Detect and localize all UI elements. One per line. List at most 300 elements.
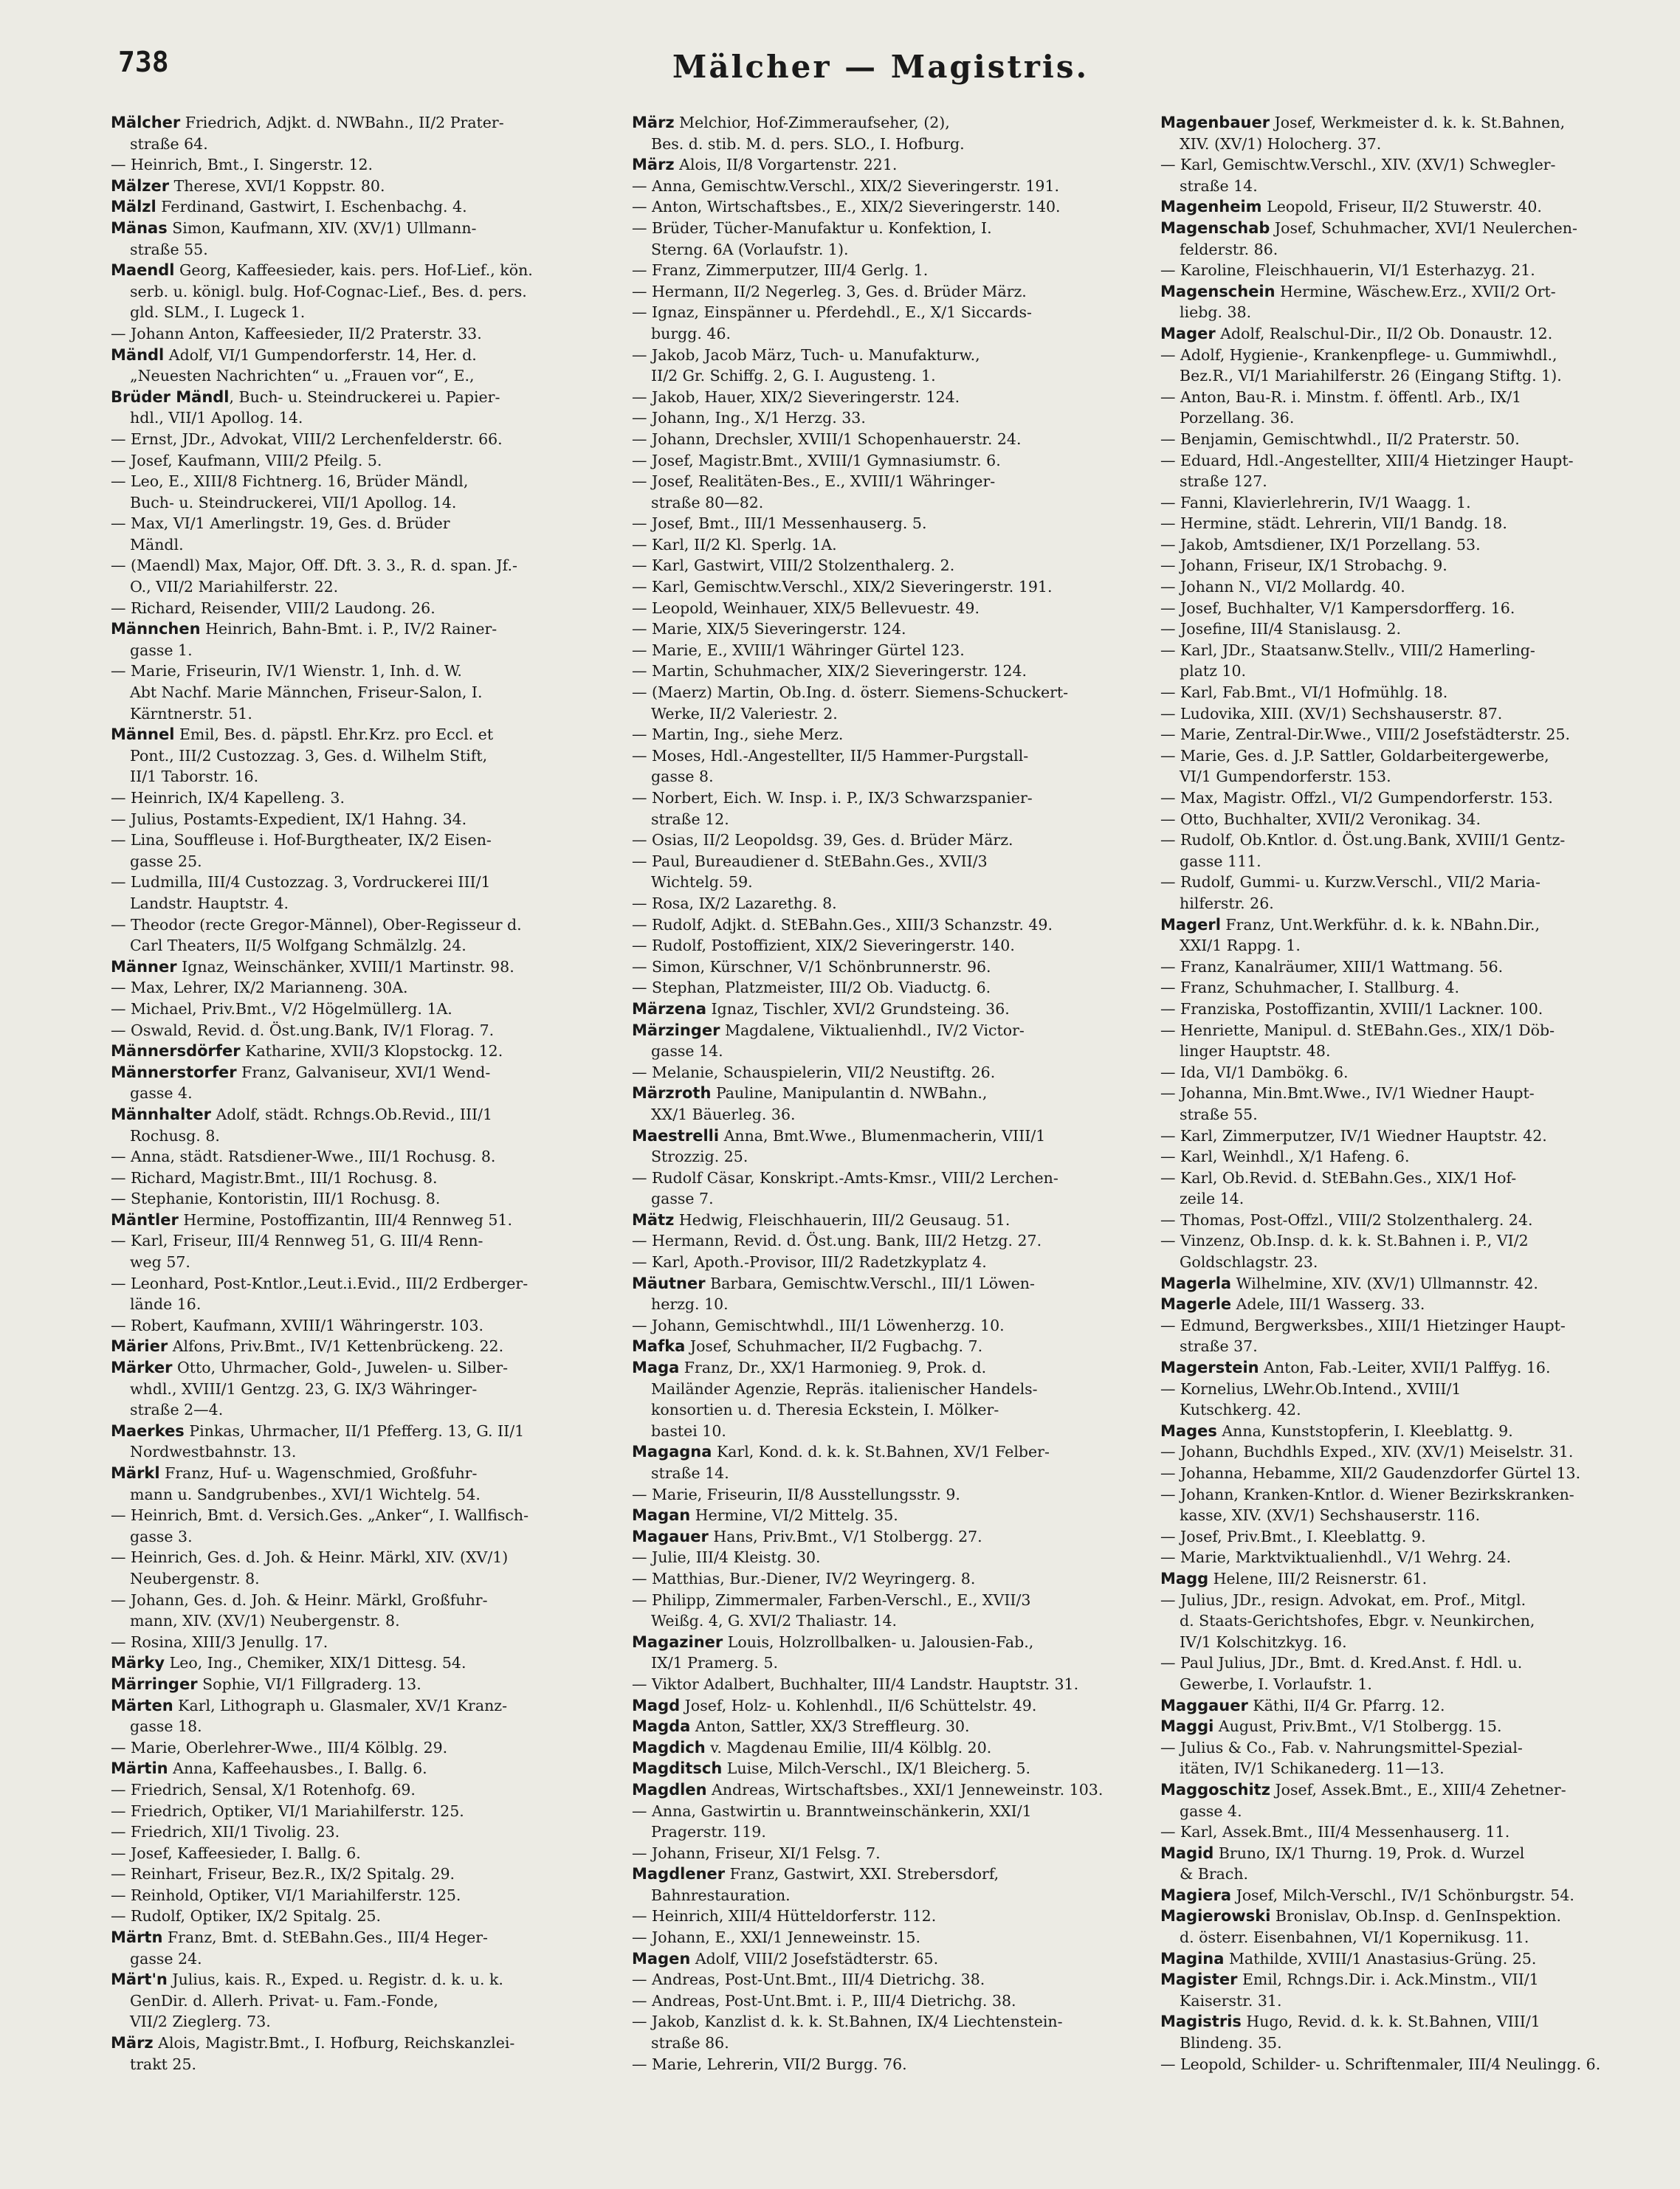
entry-surname: Magerla: [1160, 1274, 1232, 1292]
directory-entry: [111, 1695, 613, 1717]
entry-text: Josef, Werkmeister d. k. k. St.Bahnen,: [1270, 114, 1566, 131]
entry-text: burgg. 46.: [651, 324, 731, 342]
entry-text: Bez.R., VI/1 Mariahilferstr. 26 (Eingang Stiftg. 1).: [1180, 367, 1562, 385]
directory-entry: [632, 513, 1141, 534]
entry-text: whdl., XVIII/1 Gentzg. 23, G. IX/3 Währinger-: [130, 1379, 478, 1398]
entry-text: straße 12.: [651, 810, 729, 828]
directory-entry: [1160, 1758, 1650, 1779]
directory-entry: [632, 618, 1141, 640]
entry-text: Josef, Milch-Verschl., IV/1 Schönburgstr. 54.: [1231, 1886, 1574, 1904]
entry-text: hdl., VII/1 Apollog. 14.: [130, 409, 303, 427]
entry-text: , Buch- u. Steindruckerei u. Papier-: [229, 387, 500, 406]
directory-entry: [632, 935, 1141, 956]
entry-text: — Josef, Buchhalter, V/1 Kampersdorfferg. 16.: [1160, 599, 1515, 617]
entry-text: — Leonhard, Post-Kntlor.,Leut.i.Evid., III/2 Erdberger-: [111, 1274, 529, 1292]
entry-text: v. Magdenau Emilie, III/4 Kölblg. 20.: [705, 1738, 992, 1757]
entry-text: — Rudolf, Gummi- u. Kurzw.Verschl., VII/2 Maria-: [1160, 873, 1540, 892]
directory-entry: [632, 640, 1141, 661]
directory-entry: [632, 1125, 1141, 1147]
entry-text: — Rosina, XIII/3 Jenullg. 17.: [111, 1633, 328, 1651]
entry-text: Adolf, städt. Rchngs.Ob.Revid., III/1: [210, 1105, 493, 1123]
directory-entry: [632, 1885, 1141, 1906]
entry-text: Georg, Kaffeesieder, kais. pers. Hof-Lief., kön.: [174, 261, 533, 280]
entry-text: — Rudolf Cäsar, Konskript.-Amts-Kmsr., VIII/2 Lerchen-: [632, 1168, 1058, 1187]
directory-entry: [1160, 1526, 1650, 1548]
entry-text: XXI/1 Rappg. 1.: [1180, 937, 1301, 955]
entry-text: straße 37.: [1180, 1337, 1258, 1356]
directory-entry: [111, 450, 613, 472]
entry-text: August, Priv.Bmt., V/1 Stolbergg. 15.: [1213, 1717, 1502, 1736]
directory-entry: [1160, 1357, 1650, 1379]
directory-entry: [632, 598, 1141, 619]
directory-entry: [632, 302, 1141, 323]
entry-text: Strozzig. 25.: [651, 1148, 748, 1166]
entry-text: Bronislav, Ob.Insp. d. GenInspektion.: [1270, 1907, 1561, 1926]
directory-entry: [1160, 323, 1650, 345]
entry-text: GenDir. d. Allerh. Privat- u. Fam.-Fonde,: [130, 1991, 438, 2010]
directory-entry: [1160, 872, 1650, 893]
entry-text: Adolf, VIII/2 Josefstädterstr. 65.: [690, 1949, 939, 1968]
entry-text: — Karl, Zimmerputzer, IV/1 Wiedner Hauptstr. 42.: [1160, 1126, 1547, 1145]
directory-entry: [632, 1336, 1141, 1357]
directory-entry: [1160, 1020, 1650, 1041]
entry-text: Anna, Bmt.Wwe., Blumenmacherin, VIII/1: [719, 1126, 1046, 1145]
directory-entry: [111, 956, 613, 978]
entry-text: — Melanie, Schauspielerin, VII/2 Neustiftg. 26.: [632, 1063, 996, 1081]
directory-entry: [632, 176, 1141, 197]
entry-surname: Maestrelli: [632, 1126, 720, 1145]
entry-surname: Mafka: [632, 1337, 686, 1356]
directory-entry: [111, 302, 613, 323]
entry-text: — Hermine, städt. Lehrerin, VII/1 Bandg. 18.: [1160, 514, 1507, 533]
entry-text: — Vinzenz, Ob.Insp. d. k. k. St.Bahnen i. P., VI/2: [1160, 1232, 1529, 1250]
entry-text: — Stephan, Platzmeister, III/2 Ob. Viaductg. 6.: [632, 979, 991, 997]
directory-entry: [1160, 1379, 1650, 1400]
entry-text: — Karl, Fab.Bmt., VI/1 Hofmühlg. 18.: [1160, 683, 1448, 702]
directory-entry: [1160, 1399, 1650, 1421]
directory-entry: [111, 1737, 613, 1759]
entry-text: Josef, Schuhmacher, XVI/1 Neulerchen-: [1270, 218, 1577, 237]
entry-text: — Robert, Kaufmann, XVIII/1 Währingerstr. 103.: [111, 1316, 484, 1334]
directory-entry: [1160, 302, 1650, 323]
directory-entry: [111, 914, 613, 936]
entry-text: — Simon, Kürschner, V/1 Schönbrunnerstr. 96.: [632, 957, 991, 976]
entry-surname: Märker: [111, 1359, 173, 1377]
entry-text: gasse 4.: [1180, 1802, 1242, 1820]
directory-entry: [111, 1843, 613, 1864]
directory-entry: [111, 407, 613, 429]
directory-entry: [632, 1399, 1141, 1421]
directory-entry: [1160, 914, 1650, 936]
entry-text: mann, XIV. (XV/1) Neubergenstr. 8.: [130, 1612, 400, 1630]
directory-entry: [1160, 1252, 1650, 1273]
entry-text: Rochusg. 8.: [130, 1126, 220, 1145]
entry-text: — Anton, Bau-R. i. Minstm. f. öffentl. Arb., IX/1: [1160, 387, 1522, 406]
entry-text: straße 86.: [651, 2034, 729, 2052]
entry-text: Pinkas, Uhrmacher, II/1 Pfefferg. 13, G. II/1: [184, 1421, 525, 1440]
directory-entry: [111, 323, 613, 345]
directory-entry: [632, 492, 1141, 514]
entry-text: lände 16.: [130, 1295, 202, 1314]
entry-text: trakt 25.: [130, 2055, 197, 2073]
directory-entry: [1160, 661, 1650, 682]
directory-entry: [111, 387, 613, 408]
entry-text: — Matthias, Bur.-Diener, IV/2 Weyringerg. 8.: [632, 1569, 976, 1588]
entry-text: — Eduard, Hdl.-Angestellter, XIII/4 Hietzinger Haupt-: [1160, 451, 1574, 469]
directory-entry: [1160, 2054, 1650, 2075]
directory-entry: [111, 1357, 613, 1379]
entry-text: Anna, Kunststopferin, I. Kleeblattg. 9.: [1216, 1421, 1513, 1440]
entry-surname: Mätz: [632, 1210, 675, 1229]
entry-text: Julius, kais. R., Exped. u. Registr. d. k. u. k.: [167, 1971, 503, 1989]
entry-surname: Mälzer: [111, 176, 170, 195]
directory-entry: [111, 1020, 613, 1041]
entry-surname: Märzinger: [632, 1021, 720, 1039]
directory-entry: [1160, 1674, 1650, 1695]
entry-text: — Julius, JDr., resign. Advokat, em. Prof., Mitgl.: [1160, 1590, 1526, 1609]
entry-surname: Magenheim: [1160, 198, 1262, 216]
directory-entry: [1160, 1041, 1650, 1062]
entry-text: Porzellang. 36.: [1180, 409, 1295, 427]
entry-surname: Magister: [1160, 1971, 1238, 1989]
directory-entry: [632, 2033, 1141, 2054]
entry-text: VII/2 Zieglerg. 73.: [130, 2013, 271, 2031]
entry-surname: Märten: [111, 1696, 173, 1714]
directory-entry: [632, 1484, 1141, 1506]
directory-entry: [1160, 1969, 1650, 1990]
entry-text: Abt Nachf. Marie Männchen, Friseur-Salon, I.: [130, 683, 483, 702]
entry-text: Bahnrestauration.: [651, 1886, 791, 1904]
directory-entry: [632, 450, 1141, 472]
directory-entry: [632, 1547, 1141, 1568]
entry-text: Sophie, VI/1 Fillgraderg. 13.: [197, 1675, 421, 1693]
directory-entry: [632, 2011, 1141, 2033]
directory-entry: [1160, 1336, 1650, 1357]
directory-entry: [1160, 745, 1650, 767]
entry-text: Pragerstr. 119.: [651, 1823, 766, 1841]
entry-text: Ferdinand, Gastwirt, I. Eschenbachg. 4.: [156, 198, 467, 216]
directory-entry: [1160, 154, 1650, 176]
directory-entry: [1160, 1547, 1650, 1568]
entry-text: — Heinrich, Ges. d. Joh. & Heinr. Märkl, XIV. (XV/1): [111, 1548, 509, 1567]
entry-text: — Anna, städt. Ratsdiener-Wwe., III/1 Rochusg. 8.: [111, 1148, 496, 1166]
entry-surname: Magenbauer: [1160, 114, 1270, 131]
entry-surname: Maggi: [1160, 1717, 1214, 1736]
directory-entry: [1160, 134, 1650, 155]
directory-entry: [111, 999, 613, 1020]
directory-entry: [1160, 1315, 1650, 1337]
entry-surname: Magistris: [1160, 2013, 1242, 2031]
entry-text: — Hermann, II/2 Negerleg. 3, Ges. d. Brüder März.: [632, 282, 1027, 300]
entry-text: — Karl, Ob.Revid. d. StEBahn.Ges., XIX/1 Hof-: [1160, 1168, 1517, 1187]
directory-entry: [632, 1379, 1141, 1400]
entry-text: — Johann, Ing., X/1 Herzg. 33.: [632, 409, 866, 427]
entry-surname: Mager: [1160, 324, 1216, 342]
directory-entry: [1160, 1843, 1650, 1864]
entry-text: — Marie, Friseurin, II/8 Ausstellungsstr. 9.: [632, 1485, 960, 1503]
entry-surname: Männel: [111, 725, 175, 744]
entry-text: Louis, Holzrollbalken- u. Jalousien-Fab.,: [723, 1633, 1034, 1651]
directory-entry: [632, 1188, 1141, 1210]
directory-entry: [111, 154, 613, 176]
directory-entry: [632, 323, 1141, 345]
directory-entry: [632, 766, 1141, 787]
directory-entry: [632, 1041, 1141, 1062]
directory-entry: [1160, 2033, 1650, 2054]
entry-text: — Josef, Priv.Bmt., I. Kleeblattg. 9.: [1160, 1527, 1426, 1545]
entry-text: gasse 3.: [130, 1527, 193, 1545]
directory-entry: [1160, 576, 1650, 598]
entry-surname: Magdlen: [632, 1780, 707, 1799]
entry-surname: Märtin: [111, 1759, 168, 1778]
directory-entry: [1160, 1294, 1650, 1315]
entry-text: Simon, Kaufmann, XIV. (XV/1) Ullmann-: [167, 218, 477, 237]
entry-text: Neubergenstr. 8.: [130, 1569, 260, 1588]
directory-entry: [111, 809, 613, 830]
directory-entry: [1160, 2011, 1650, 2033]
directory-entry: [1160, 1062, 1650, 1083]
entry-text: Adele, III/1 Wasserg. 33.: [1231, 1295, 1425, 1314]
directory-entry: [632, 1568, 1141, 1590]
directory-entry: [111, 1990, 613, 2012]
directory-entry: [632, 1252, 1141, 1273]
column-3: [1160, 112, 1650, 2164]
entry-text: Bruno, IX/1 Thurng. 19, Prok. d. Wurzel: [1213, 1844, 1525, 1862]
directory-entry: [111, 830, 613, 851]
entry-surname: Magagna: [632, 1443, 712, 1461]
entry-text: Franz, Gastwirt, XXI. Strebersdorf,: [725, 1865, 999, 1883]
entry-text: — Julius & Co., Fab. v. Nahrungsmittel-Spezial-: [1160, 1738, 1523, 1757]
entry-surname: Maggauer: [1160, 1696, 1248, 1714]
entry-text: — Johann, Friseur, XI/1 Felsg. 7.: [632, 1844, 881, 1862]
directory-entry: [1160, 766, 1650, 787]
directory-entry: [632, 1146, 1141, 1168]
directory-entry: [632, 387, 1141, 408]
entry-text: — Thomas, Post-Offzl., VIII/2 Stolzenthalerg. 24.: [1160, 1210, 1533, 1229]
entry-text: — Heinrich, XIII/4 Hütteldorferstr. 112.: [632, 1907, 937, 1926]
directory-entry: [632, 787, 1141, 809]
entry-text: II/1 Taborstr. 16.: [130, 768, 259, 786]
entry-text: — Lina, Souffleuse i. Hof-Burgtheater, IX/2 Eisen-: [111, 831, 492, 849]
entry-text: felderstr. 86.: [1180, 240, 1278, 258]
entry-text: — Norbert, Eich. W. Insp. i. P., IX/3 Schwarzspanier-: [632, 789, 1033, 807]
running-title: Mälcher — Magistris.: [672, 49, 1089, 85]
entry-text: — Marie, Friseurin, IV/1 Wienstr. 1, Inh. d. W.: [111, 662, 462, 680]
entry-text: — Marie, Zentral-Dir.Wwe., VIII/2 Josefstädterstr. 25.: [1160, 725, 1571, 744]
directory-entry: [632, 977, 1141, 999]
entry-text: hilferstr. 26.: [1180, 894, 1274, 912]
entry-text: — Rosa, IX/2 Lazarethg. 8.: [632, 894, 837, 912]
entry-text: Friedrich, Adjkt. d. NWBahn., II/2 Prater-: [180, 114, 504, 131]
directory-entry: [632, 1821, 1141, 1843]
directory-entry: [111, 1948, 613, 1970]
entry-surname: Märky: [111, 1654, 165, 1672]
directory-entry: [1160, 1273, 1650, 1295]
directory-entry: [1160, 1990, 1650, 2012]
directory-entry: [111, 1969, 613, 1990]
directory-entry: [632, 1632, 1141, 1653]
entry-text: Nordwestbahnstr. 13.: [130, 1443, 297, 1461]
entry-text: — Karl, Friseur, III/4 Rennweg 51, G. III/4 Renn-: [111, 1232, 483, 1250]
entry-text: Heinrich, Bahn-Bmt. i. P., IV/2 Rainer-: [200, 620, 498, 638]
entry-text: Adolf, VI/1 Gumpendorferstr. 14, Her. d.: [164, 345, 477, 364]
directory-entry: [632, 809, 1141, 830]
entry-text: bastei 10.: [651, 1421, 726, 1440]
entry-text: Adolf, Realschul-Dir., II/2 Ob. Donaustr. 12.: [1215, 324, 1553, 342]
entry-text: — Leopold, Schilder- u. Schriftenmaler, III/4 Neulingg. 6.: [1160, 2055, 1601, 2073]
entry-text: weg 57.: [130, 1253, 190, 1272]
entry-surname: Märtn: [111, 1928, 163, 1947]
directory-entry: [632, 1801, 1141, 1822]
directory-entry: [111, 724, 613, 745]
entry-text: — Anna, Gastwirtin u. Branntweinschänkerin, XXI/1: [632, 1802, 1032, 1820]
entry-surname: Magenschein: [1160, 282, 1276, 300]
entry-text: Mathilde, XVIII/1 Anastasius-Grüng. 25.: [1224, 1949, 1537, 1968]
entry-text: — Henriette, Manipul. d. StEBahn.Ges., XIX/1 Döb-: [1160, 1021, 1555, 1039]
directory-entry: [111, 1315, 613, 1337]
directory-entry: [111, 1125, 613, 1147]
directory-entry: [1160, 1906, 1650, 1927]
entry-surname: Magauer: [632, 1527, 709, 1545]
directory-entry: [1160, 1083, 1650, 1104]
columns: [111, 112, 1650, 2164]
directory-entry: [632, 1758, 1141, 1779]
directory-entry: [1160, 999, 1650, 1020]
entry-text: — Stephanie, Kontoristin, III/1 Rochusg. 8.: [111, 1190, 441, 1208]
directory-entry: [632, 703, 1141, 725]
entry-text: Barbara, Gemischtw.Verschl., III/1 Löwen-: [705, 1274, 1035, 1292]
directory-entry: [1160, 1652, 1650, 1674]
entry-text: — Johann, E., XXI/1 Jenneweinstr. 15.: [632, 1928, 920, 1947]
entry-text: — Kornelius, LWehr.Ob.Intend., XVIII/1: [1160, 1379, 1462, 1398]
directory-entry: [1160, 1801, 1650, 1822]
entry-surname: Mändl: [111, 345, 165, 364]
entry-text: gasse 111.: [1180, 852, 1261, 870]
directory-entry: [111, 1399, 613, 1421]
entry-surname: Magda: [632, 1717, 691, 1736]
entry-text: IX/1 Pramerg. 5.: [651, 1654, 779, 1672]
directory-entry: [632, 2054, 1141, 2075]
entry-surname: März: [632, 114, 675, 131]
directory-entry: [111, 787, 613, 809]
entry-text: gasse 25.: [130, 852, 202, 870]
entry-text: — Fanni, Klavierlehrerin, IV/1 Waagg. 1.: [1160, 493, 1471, 511]
directory-entry: [632, 1716, 1141, 1737]
directory-entry: [632, 999, 1141, 1020]
entry-text: Goldschlagstr. 23.: [1180, 1253, 1318, 1272]
directory-entry: [632, 682, 1141, 703]
directory-entry: [111, 1779, 613, 1801]
entry-text: Andreas, Wirtschaftsbes., XXI/1 Jenneweinstr. 103.: [706, 1780, 1104, 1799]
directory-entry: [1160, 724, 1650, 745]
entry-text: — Friedrich, Optiker, VI/1 Mariahilferstr. 125.: [111, 1802, 464, 1820]
entry-surname: Maggoschitz: [1160, 1780, 1270, 1799]
entry-text: — Johann, Gemischtwhdl., III/1 Löwenherzg. 10.: [632, 1316, 1005, 1334]
entry-text: II/2 Gr. Schiffg. 2, G. I. Augusteng. 1.: [651, 367, 936, 385]
directory-entry: [111, 1294, 613, 1315]
directory-entry: [632, 365, 1141, 387]
entry-text: Carl Theaters, II/5 Wolfgang Schmälzlg. 24.: [130, 937, 467, 955]
directory-entry: [632, 1652, 1141, 1674]
entry-text: Hugo, Revid. d. k. k. St.Bahnen, VIII/1: [1241, 2013, 1540, 2031]
entry-text: gasse 8.: [651, 768, 714, 786]
entry-text: Wilhelmine, XIV. (XV/1) Ullmannstr. 42.: [1231, 1274, 1538, 1292]
entry-text: — Johann, Friseur, IX/1 Strobachg. 9.: [1160, 556, 1447, 575]
directory-entry: [1160, 1505, 1650, 1526]
directory-entry: [111, 1379, 613, 1400]
entry-text: — Heinrich, Bmt. d. Versich.Ges. „Anker“, I. Wallfisch-: [111, 1506, 529, 1525]
directory-entry: [111, 1568, 613, 1590]
directory-entry: [632, 1062, 1141, 1083]
entry-text: Hermine, VI/2 Mittelg. 35.: [690, 1506, 898, 1525]
entry-text: Helene, III/2 Reisnerstr. 61.: [1208, 1569, 1428, 1588]
directory-entry: [632, 1526, 1141, 1548]
directory-entry: [632, 724, 1141, 745]
directory-entry: [111, 1801, 613, 1822]
directory-entry: [1160, 471, 1650, 492]
directory-entry: [632, 830, 1141, 851]
entry-text: — Ida, VI/1 Dambökg. 6.: [1160, 1063, 1349, 1081]
directory-entry: [1160, 450, 1650, 472]
directory-entry: [111, 640, 613, 661]
entry-text: — Marie, E., XVIII/1 Währinger Gürtel 123.: [632, 641, 965, 659]
entry-text: Alfons, Priv.Bmt., IV/1 Kettenbrückeng. 22.: [168, 1337, 504, 1356]
directory-entry: [1160, 1421, 1650, 1442]
entry-text: Josef, Holz- u. Kohlenhdl., II/6 Schüttelstr. 49.: [680, 1696, 1037, 1714]
directory-entry: [632, 914, 1141, 936]
directory-entry: [111, 1821, 613, 1843]
entry-text: Pauline, Manipulantin d. NWBahn.,: [711, 1084, 988, 1103]
entry-text: — Marie, Marktviktualienhdl., V/1 Wehrg. 24.: [1160, 1548, 1512, 1567]
directory-entry: [1160, 640, 1650, 661]
directory-entry: [111, 1885, 613, 1906]
directory-entry: [1160, 977, 1650, 999]
directory-entry: [111, 1610, 613, 1632]
directory-entry: [632, 1674, 1141, 1695]
entry-text: — Ignaz, Einspänner u. Pferdehdl., E., X/1 Siccards-: [632, 303, 1032, 322]
directory-entry: [1160, 1885, 1650, 1906]
directory-entry: [632, 745, 1141, 767]
directory-entry: [632, 1927, 1141, 1948]
entry-text: — Richard, Magistr.Bmt., III/1 Rochusg. 8.: [111, 1168, 438, 1187]
directory-entry: [111, 1252, 613, 1273]
directory-entry: [1160, 407, 1650, 429]
directory-entry: [111, 471, 613, 492]
entry-text: — Friedrich, Sensal, X/1 Rotenhofg. 69.: [111, 1780, 416, 1799]
directory-entry: [1160, 513, 1650, 534]
directory-entry: [111, 1547, 613, 1568]
directory-entry: [1160, 492, 1650, 514]
entry-text: — Leopold, Weinhauer, XIX/5 Bellevuestr. 49.: [632, 599, 980, 617]
directory-entry: [111, 1906, 613, 1927]
directory-entry: [111, 1083, 613, 1104]
entry-text: gasse 1.: [130, 641, 193, 659]
entry-text: gld. SLM., I. Lugeck 1.: [130, 303, 306, 322]
directory-entry: [1160, 1210, 1650, 1231]
entry-text: — Johanna, Min.Bmt.Wwe., IV/1 Wiedner Haupt-: [1160, 1084, 1535, 1103]
entry-text: d. österr. Eisenbahnen, VI/1 Kopernikusg. 11.: [1180, 1928, 1529, 1947]
entry-text: Mändl.: [130, 535, 184, 554]
entry-text: gasse 14.: [651, 1042, 723, 1061]
directory-entry: [1160, 703, 1650, 725]
entry-surname: Mänas: [111, 218, 168, 237]
directory-entry: [632, 1737, 1141, 1759]
directory-entry: [111, 1146, 613, 1168]
entry-text: — Philipp, Zimmermaler, Farben-Verschl., E., XVII/3: [632, 1590, 1031, 1609]
directory-entry: [1160, 1188, 1650, 1210]
directory-entry: [1160, 618, 1650, 640]
directory-entry: [1160, 260, 1650, 281]
